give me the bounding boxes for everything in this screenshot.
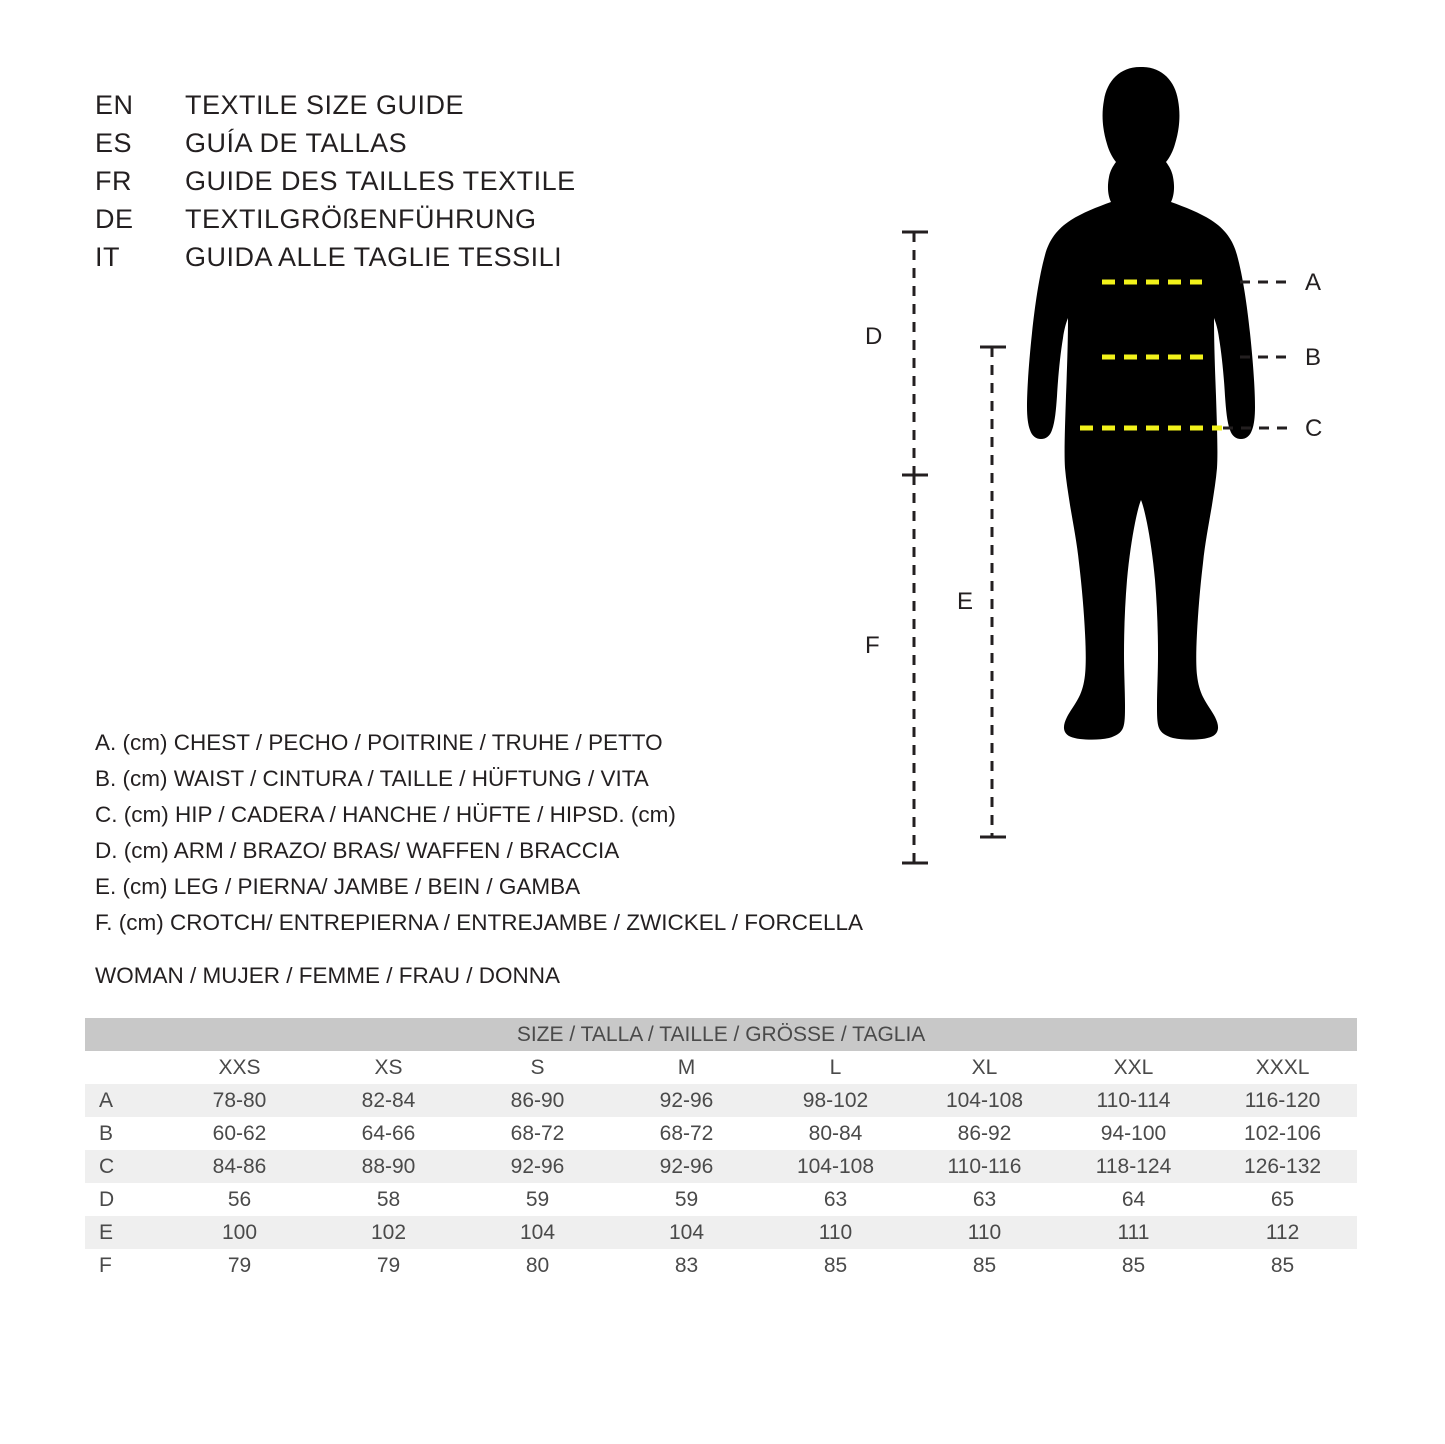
size-header-xxs: XXS — [165, 1051, 314, 1084]
cell-f-xs: 79 — [314, 1249, 463, 1282]
title-lang-de: DE — [95, 204, 134, 234]
mark-letter-d: D — [865, 323, 883, 350]
mark-letter-f: F — [865, 632, 880, 659]
row-key-e: E — [85, 1216, 165, 1249]
cell-e-m: 104 — [612, 1216, 761, 1249]
cell-b-xxs: 60-62 — [165, 1117, 314, 1150]
legend-item-a: A. (cm) CHEST / PECHO / POITRINE / TRUHE / PETTO — [95, 730, 663, 755]
title-row-es — [95, 128, 576, 166]
woman-silhouette-icon — [1027, 67, 1255, 740]
cell-e-xl: 110 — [910, 1216, 1059, 1249]
cell-b-xxxl: 102-106 — [1208, 1117, 1357, 1150]
size-header-xxl: XXL — [1059, 1051, 1208, 1084]
cell-b-xxl: 94-100 — [1059, 1117, 1208, 1150]
cell-c-xxl: 118-124 — [1059, 1150, 1208, 1183]
table-row — [85, 1183, 1357, 1216]
title-text-en: TEXTILE SIZE GUIDE — [185, 90, 465, 120]
legend-block — [95, 725, 863, 941]
row-key-f: F — [85, 1249, 165, 1282]
legend-item-d: D. (cm) ARM / BRAZO/ BRAS/ WAFFEN / BRACCIA — [95, 838, 620, 863]
title-lang-es: ES — [95, 128, 133, 158]
cell-b-l: 80-84 — [761, 1117, 910, 1150]
title-row-fr — [95, 166, 576, 204]
row-key-a: A — [85, 1084, 165, 1117]
row-key-d: D — [85, 1183, 165, 1216]
cell-e-xxl: 111 — [1059, 1216, 1208, 1249]
cell-a-xxxl: 116-120 — [1208, 1084, 1357, 1117]
cell-e-l: 110 — [761, 1216, 910, 1249]
legend-item-b: B. (cm) WAIST / CINTURA / TAILLE / HÜFTUNG / VITA — [95, 766, 649, 791]
size-header-xs: XS — [314, 1051, 463, 1084]
cell-b-xl: 86-92 — [910, 1117, 1059, 1150]
size-header-m: M — [612, 1051, 761, 1084]
mark-letter-e: E — [957, 588, 974, 615]
cell-f-xl: 85 — [910, 1249, 1059, 1282]
size-header-l: L — [761, 1051, 910, 1084]
legend-item-c: C. (cm) HIP / CADERA / HANCHE / HÜFTE / HIPSD. (cm) — [95, 802, 676, 827]
legend-item-f: F. (cm) CROTCH/ ENTREPIERNA / ENTREJAMBE / ZWICKEL / FORCELLA — [95, 910, 863, 935]
size-table-wrapper — [85, 1018, 1357, 1282]
cell-a-l: 98-102 — [761, 1084, 910, 1117]
cell-a-xl: 104-108 — [910, 1084, 1059, 1117]
cell-c-xl: 110-116 — [910, 1150, 1059, 1183]
cell-e-xxxl: 112 — [1208, 1216, 1357, 1249]
title-row-it — [95, 242, 576, 280]
table-row — [85, 1249, 1357, 1282]
cell-c-xxs: 84-86 — [165, 1150, 314, 1183]
row-key-b: B — [85, 1117, 165, 1150]
size-header-xl: XL — [910, 1051, 1059, 1084]
cell-e-xxs: 100 — [165, 1216, 314, 1249]
mark-letter-a: A — [1305, 269, 1322, 296]
cell-a-m: 92-96 — [612, 1084, 761, 1117]
size-table — [85, 1018, 1357, 1282]
title-text-fr: GUIDE DES TAILLES TEXTILE — [185, 166, 576, 196]
legend-item-e: E. (cm) LEG / PIERNA/ JAMBE / BEIN / GAMBA — [95, 874, 581, 899]
cell-d-s: 59 — [463, 1183, 612, 1216]
cell-f-xxs: 79 — [165, 1249, 314, 1282]
table-header-band — [85, 1018, 1357, 1051]
mark-letter-b: B — [1305, 344, 1322, 371]
cell-b-xs: 64-66 — [314, 1117, 463, 1150]
cell-a-xxl: 110-114 — [1059, 1084, 1208, 1117]
header-key-cell — [85, 1051, 165, 1084]
cell-b-s: 68-72 — [463, 1117, 612, 1150]
title-text-it: GUIDA ALLE TAGLIE TESSILI — [185, 242, 563, 272]
measurement-figure — [840, 55, 1400, 915]
title-lang-en: EN — [95, 90, 134, 120]
cell-a-xxs: 78-80 — [165, 1084, 314, 1117]
table-title: SIZE / TALLA / TAILLE / GRÖSSE / TAGLIA — [85, 1018, 1357, 1051]
cell-d-l: 63 — [761, 1183, 910, 1216]
table-row — [85, 1150, 1357, 1183]
cell-e-s: 104 — [463, 1216, 612, 1249]
cell-c-l: 104-108 — [761, 1150, 910, 1183]
cell-a-s: 86-90 — [463, 1084, 612, 1117]
cell-a-xs: 82-84 — [314, 1084, 463, 1117]
cell-f-xxl: 85 — [1059, 1249, 1208, 1282]
cell-b-m: 68-72 — [612, 1117, 761, 1150]
title-lang-it: IT — [95, 242, 120, 272]
title-row-de — [95, 204, 576, 242]
silhouette-diagram — [840, 55, 1400, 915]
cell-e-xs: 102 — [314, 1216, 463, 1249]
cell-f-s: 80 — [463, 1249, 612, 1282]
title-row-en — [95, 90, 576, 128]
cell-d-xxl: 64 — [1059, 1183, 1208, 1216]
title-block — [95, 90, 576, 280]
size-header-s: S — [463, 1051, 612, 1084]
cell-f-m: 83 — [612, 1249, 761, 1282]
title-text-de: TEXTILGRÖßENFÜHRUNG — [185, 204, 537, 234]
cell-f-l: 85 — [761, 1249, 910, 1282]
cell-d-xxs: 56 — [165, 1183, 314, 1216]
cell-d-xs: 58 — [314, 1183, 463, 1216]
cell-d-m: 59 — [612, 1183, 761, 1216]
title-text-es: GUÍA DE TALLAS — [185, 128, 408, 158]
table-row — [85, 1084, 1357, 1117]
cell-c-xxxl: 126-132 — [1208, 1150, 1357, 1183]
row-key-c: C — [85, 1150, 165, 1183]
table-row — [85, 1117, 1357, 1150]
cell-d-xxxl: 65 — [1208, 1183, 1357, 1216]
cell-f-xxxl: 85 — [1208, 1249, 1357, 1282]
cell-c-s: 92-96 — [463, 1150, 612, 1183]
cell-c-m: 92-96 — [612, 1150, 761, 1183]
mark-letter-c: C — [1305, 415, 1323, 442]
table-row — [85, 1216, 1357, 1249]
title-lang-fr: FR — [95, 166, 132, 196]
table-size-header-row — [85, 1051, 1357, 1084]
size-header-xxxl: XXXL — [1208, 1051, 1357, 1084]
cell-c-xs: 88-90 — [314, 1150, 463, 1183]
group-label: WOMAN / MUJER / FEMME / FRAU / DONNA — [95, 963, 560, 988]
cell-d-xl: 63 — [910, 1183, 1059, 1216]
